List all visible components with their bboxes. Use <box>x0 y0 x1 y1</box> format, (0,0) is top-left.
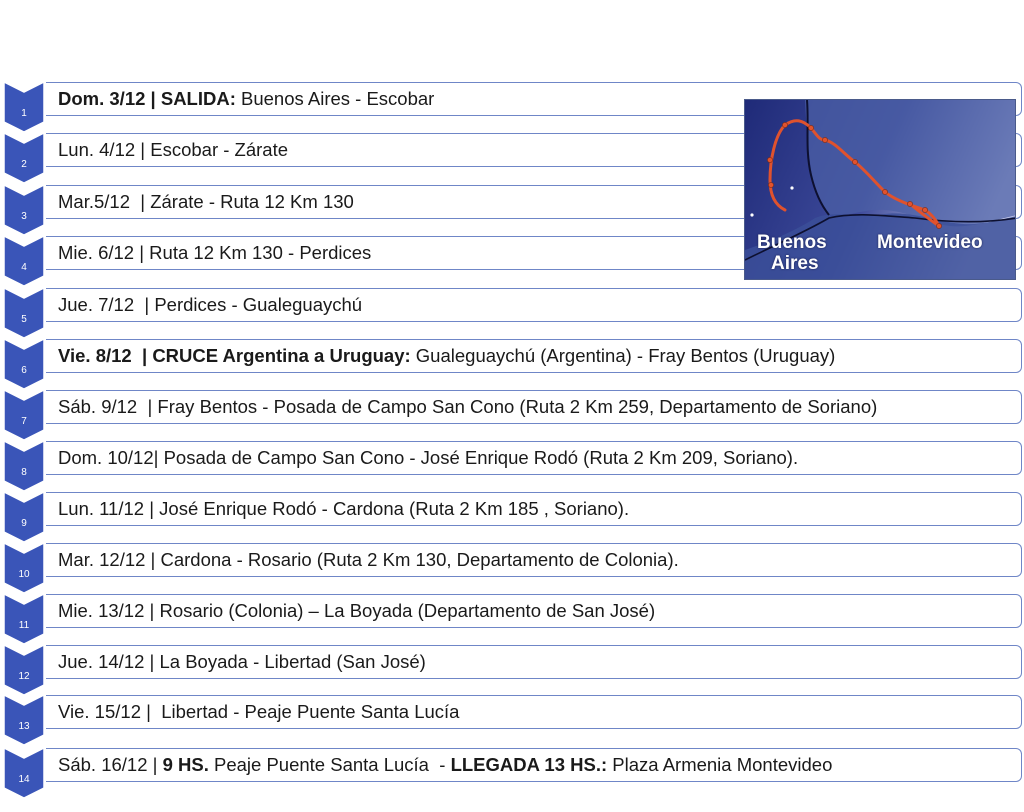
step-number: 1 <box>21 108 27 119</box>
itinerary-row <box>46 594 1022 628</box>
step-number: 2 <box>21 159 27 170</box>
itinerary-row <box>46 441 1022 475</box>
itinerary-row-text <box>58 447 798 469</box>
itinerary-row-text <box>58 549 679 571</box>
itinerary-text-segment: Buenos Aires - Escobar <box>235 88 435 109</box>
itinerary-text-segment: Mie. 6/12 | Ruta 12 Km 130 - Perdices <box>58 242 372 263</box>
step-number: 12 <box>18 671 30 682</box>
itinerary-text-segment: Vie. 15/12 | Libertad - Peaje Puente Santa Lucía <box>58 701 460 722</box>
itinerary-bold-segment: LLEGADA 13 HS.: <box>450 754 608 775</box>
itinerary-row <box>46 288 1022 322</box>
itinerary-text-segment: Lun. 4/12 | Escobar - Zárate <box>58 139 289 160</box>
step-chevron <box>4 133 44 183</box>
itinerary-row <box>46 390 1022 424</box>
step-chevron <box>4 288 44 338</box>
itinerary-row-text <box>58 191 354 213</box>
itinerary-text-segment: Gualeguaychú (Argentina) - Fray Bentos (Uruguay) <box>410 345 836 366</box>
step-chevron <box>4 441 44 491</box>
itinerary-row-text <box>58 242 371 264</box>
map-label-montevideo: Montevideo <box>877 232 983 253</box>
itinerary-bold-segment: Dom. 3/12 | SALIDA: <box>58 88 236 109</box>
itinerary-bold-segment: Vie. 8/12 | CRUCE Argentina a Uruguay: <box>58 345 411 366</box>
step-number: 5 <box>21 314 27 325</box>
map-label-buenos: Buenos <box>757 232 827 253</box>
itinerary-row-text <box>58 701 459 723</box>
step-number: 14 <box>18 774 30 785</box>
step-chevron-column <box>2 80 48 810</box>
step-number: 10 <box>18 569 30 580</box>
itinerary-row-text <box>58 754 832 776</box>
step-chevron <box>4 82 44 132</box>
itinerary-text-segment: Plaza Armenia Montevideo <box>607 754 833 775</box>
itinerary-text-segment: Sáb. 16/12 | <box>58 754 163 775</box>
itinerary-text-segment: Dom. 10/12| Posada de Campo San Cono - José Enrique Rodó (Ruta 2 Km 209, Soriano). <box>58 447 799 468</box>
step-chevron <box>4 594 44 644</box>
step-chevron <box>4 645 44 695</box>
itinerary-row <box>46 339 1022 373</box>
itinerary-row <box>46 748 1022 782</box>
itinerary-text-segment: Lun. 11/12 | José Enrique Rodó - Cardona (Ruta 2 Km 185 , Soriano). <box>58 498 630 519</box>
itinerary-row <box>46 543 1022 577</box>
map-label-buenos-aires <box>757 232 827 274</box>
step-number: 7 <box>21 416 27 427</box>
step-chevron <box>4 185 44 235</box>
step-chevron <box>4 492 44 542</box>
itinerary-row <box>46 645 1022 679</box>
itinerary-row-text <box>58 498 629 520</box>
map-label-aires: Aires <box>771 253 819 274</box>
step-number: 13 <box>18 721 30 732</box>
route-map <box>744 99 1016 280</box>
itinerary-text-segment: Mar. 12/12 | Cardona - Rosario (Ruta 2 Km 130, Departamento de Colonia). <box>58 549 679 570</box>
itinerary-row-text <box>58 651 426 673</box>
itinerary-text-segment: Mie. 13/12 | Rosario (Colonia) – La Boyada (Departamento de San José) <box>58 600 656 621</box>
itinerary-row-text <box>58 88 434 110</box>
step-number: 11 <box>18 620 30 631</box>
itinerary-bold-segment: 9 HS. <box>162 754 209 775</box>
step-number: 4 <box>21 262 27 273</box>
step-chevron <box>4 543 44 593</box>
itinerary-text-segment: Jue. 7/12 | Perdices - Gualeguaychú <box>58 294 363 315</box>
step-chevron <box>4 236 44 286</box>
itinerary-row-text <box>58 139 288 161</box>
itinerary-text-segment: Jue. 14/12 | La Boyada - Libertad (San José) <box>58 651 426 672</box>
itinerary-row-text <box>58 345 835 367</box>
itinerary-row-text <box>58 396 877 418</box>
itinerary-text-segment: Sáb. 9/12 | Fray Bentos - Posada de Campo San Cono (Ruta 2 Km 259, Departamento de Soriano) <box>58 396 878 417</box>
step-chevron <box>4 748 44 798</box>
itinerary-row-text <box>58 600 655 622</box>
step-number: 8 <box>21 467 27 478</box>
step-number: 9 <box>21 518 27 529</box>
itinerary-text-segment: Peaje Puente Santa Lucía - <box>208 754 451 775</box>
itinerary-text-segment: Mar.5/12 | Zárate - Ruta 12 Km 130 <box>58 191 354 212</box>
itinerary-row <box>46 695 1022 729</box>
step-number: 6 <box>21 365 27 376</box>
step-chevron <box>4 390 44 440</box>
step-chevron <box>4 695 44 745</box>
itinerary-row <box>46 492 1022 526</box>
itinerary-row-text <box>58 294 362 316</box>
step-chevron <box>4 339 44 389</box>
step-number: 3 <box>21 211 27 222</box>
